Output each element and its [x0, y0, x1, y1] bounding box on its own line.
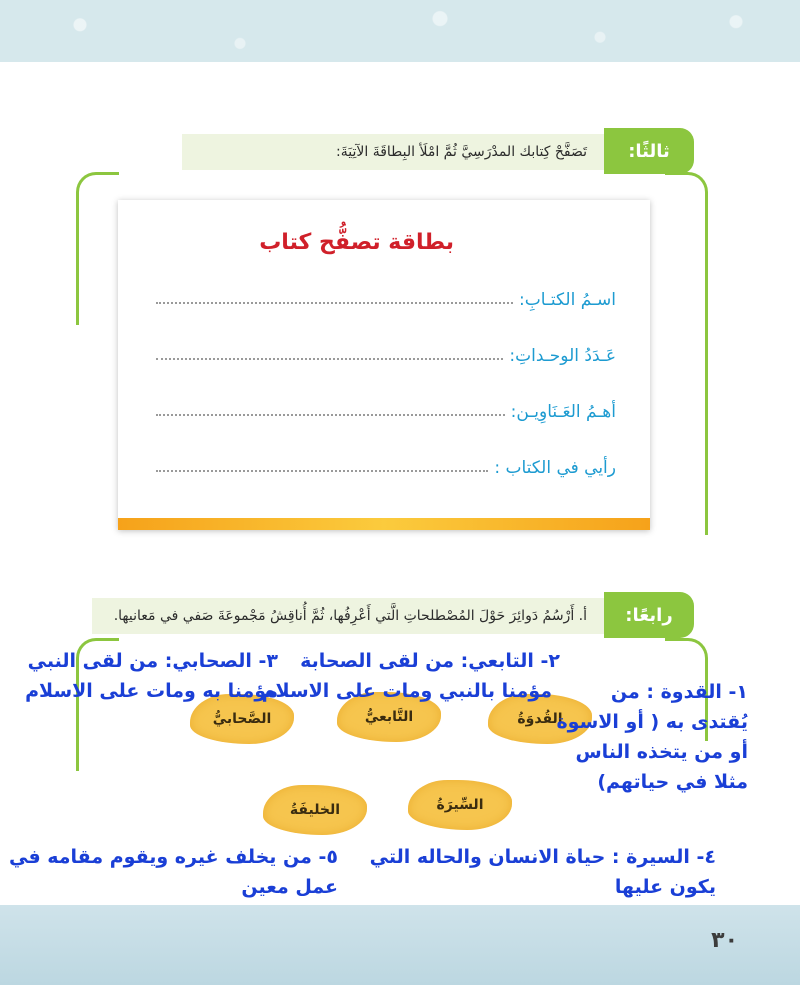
answer-line[interactable] — [156, 470, 488, 472]
answer-line[interactable] — [156, 358, 503, 360]
answer-biography — [370, 842, 716, 902]
decorative-top-band — [0, 0, 800, 62]
term-tabii[interactable]: التَّابعيُّ — [337, 692, 441, 742]
card-bottom-bar — [118, 518, 650, 530]
section3-frame-left — [76, 172, 119, 325]
term-sahabi[interactable]: الصَّحابيُّ — [190, 694, 294, 744]
card-label: أهـمُ العَـنَاوِيـن: — [510, 402, 616, 422]
answer-line: يُقتدى به ( أو الاسوة — [556, 711, 748, 733]
answer-line: أو من يتخذه الناس — [575, 741, 748, 763]
card-label: اسـمُ الكتـابِ: — [519, 290, 616, 310]
answer-line: يكون عليها — [614, 876, 716, 898]
decorative-bottom-band — [0, 905, 800, 985]
answer-line: مؤمنا به ومات على الاسلام — [25, 680, 278, 702]
card-row-book-name[interactable] — [156, 280, 616, 310]
answer-caliph — [9, 842, 338, 902]
answer-line[interactable] — [156, 302, 513, 304]
section4-instruction: أ. أَرْسُمُ دَوائِرَ حَوْلَ المُصْطلحاتِ الَّتي أَعْرِفُها، ثُمَّ أُناقِشُ مَجْموعَةَ صَفي في مَعانيها. — [113, 608, 587, 624]
card-row-main-titles[interactable] — [156, 392, 616, 422]
answer-tabii — [262, 646, 560, 706]
section3-frame-right — [665, 172, 708, 535]
answer-sahabi — [25, 646, 278, 706]
card-label: عَـدَدُ الوحـداتِ: — [509, 346, 616, 366]
section3-tab: ثالثًا: — [604, 128, 694, 174]
answer-line: ٤- السيرة : حياة الانسان والحاله التي — [369, 846, 716, 868]
answer-line[interactable] — [156, 414, 505, 416]
answer-line: عمل معين — [241, 876, 338, 898]
section3-instruction: تَصَفَّحْ كِتابك المدْرَسِيَّ ثُمَّ امْلَأ البِطاقَةَ الآتِيَةَ: — [336, 144, 587, 160]
book-browse-card — [118, 200, 650, 530]
section4-tab: رابعًا: — [604, 592, 694, 638]
card-row-my-opinion[interactable] — [156, 448, 616, 478]
card-row-units-count[interactable] — [156, 336, 616, 366]
term-biography[interactable]: السِّيرَةُ — [408, 780, 512, 830]
term-role-model[interactable]: القُدوَةُ — [488, 694, 592, 744]
answer-line: مؤمنا بالنبي ومات على الاسلام — [261, 680, 552, 702]
answer-line: ٢- التابعي: من لقى الصحابة — [300, 650, 560, 672]
term-caliph[interactable]: الخليفَةُ — [263, 785, 367, 835]
answer-role-model — [556, 677, 748, 797]
answer-line: مثلا في حياتهم) — [597, 771, 748, 793]
answer-line: ١- القدوة : من — [610, 681, 748, 703]
card-title: بطاقة تصفُّح كتاب — [259, 230, 454, 255]
section3-header — [182, 134, 692, 170]
answer-line: ٥- من يخلف غيره ويقوم مقامه في — [8, 846, 338, 868]
page-number: ٣٠ — [711, 928, 738, 953]
card-label: رأيي في الكتاب : — [494, 458, 616, 478]
section4-header — [92, 598, 692, 634]
answer-line: ٣- الصحابي: من لقى النبي — [27, 650, 278, 672]
